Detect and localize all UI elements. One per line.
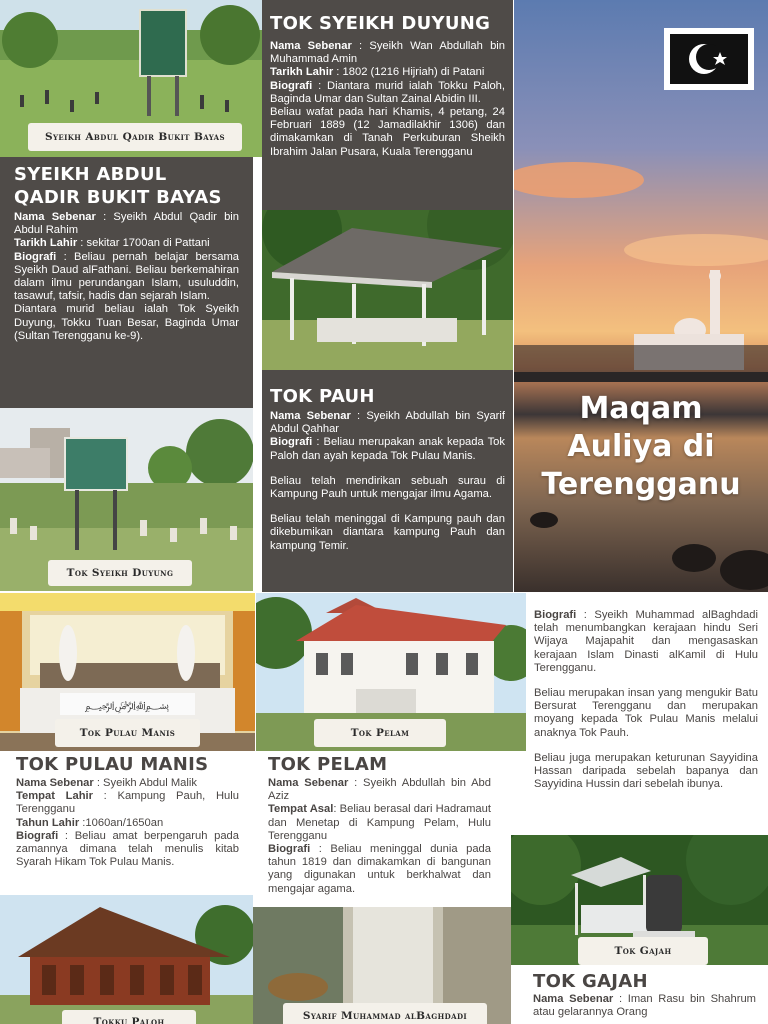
panel-tok-pulau-manis	[0, 751, 255, 895]
field-value: : Syeikh Wan Abdullah bin Muhammad Amin	[270, 40, 505, 66]
paragraph: Beliau wafat pada hari Khamis, 4 petang, 24 Februari 1889 (12 Jamadilakhir 1306) dan dimakamkan di Tanah Perkuburan Sheikh Ibrahim Jalan Pusara, Kuala Terengganu	[270, 106, 505, 158]
panel-tok-pauh	[262, 370, 513, 592]
paragraph: Beliau telah meninggal di Kampung pauh dan dikebumikan diantara kampung Pauh dan kampung Temir.	[270, 513, 505, 552]
field-label: Tarikh Lahir	[270, 66, 334, 79]
section-body	[268, 777, 491, 896]
field-value: : Beliau pernah belajar bersama Syeikh Daud alFathani. Beliau berkemahiran dalam ilmu perundangan Islam, usuluddin, tasawuf, tafsir, hadis dan sejarah Islam.	[14, 250, 239, 303]
field-value: : 1802 (1216 Hijriah) di Patani	[333, 66, 485, 79]
caption-syeikh-duyung: Tok Syeikh Duyung	[48, 560, 192, 586]
caption-abdul-qadir: Syeikh Abdul Qadir Bukit Bayas	[28, 123, 242, 151]
section-title: TOK GAJAH	[533, 971, 648, 992]
hero-title-line: Auliya di	[567, 429, 715, 464]
field-value: :1060an/1650an	[79, 816, 164, 829]
field-value: : Syeikh Muhammad alBaghdadi telah menumbangkan kerajaan hindu Seri Wijaya Majapahit dan mengasaskan kerajaan Islam Dinasti alKamil di Hulu Terengganu.	[534, 609, 758, 674]
field-value: : Beliau meninggal dunia pada tahun 1819 dan dimakamkan di bangunan yang digunakan untuk berkhalwat dan mengajar agama.	[268, 843, 491, 895]
caption-pulau-manis: Tok Pulau Manis	[55, 719, 200, 747]
paragraph: Beliau merupakan insan yang mengukir Batu Bersurat Terengganu dan merupakan moyang kepada Tok Pulau Manis melalui anaknya Tok Pauh.	[534, 687, 758, 739]
field-label: Nama Sebenar	[270, 40, 352, 52]
field-label: Nama Sebenar	[14, 211, 96, 223]
photo-tokku-paloh-building	[0, 895, 253, 1024]
field-value: : Beliau merupakan anak kepada Tok Paloh dan ayah kepada Tok Pulau Manis.	[270, 436, 505, 462]
field-label: Biografi	[268, 843, 311, 856]
section-title: TOK PELAM	[268, 754, 388, 775]
field-label: Tempat Lahir	[16, 790, 93, 803]
paragraph: Beliau juga merupakan keturunan Sayyidina Hassan daripada sebelah bapanya dan Sayyidina Hussin dari sebelah ibunya.	[534, 751, 758, 791]
field-label: Biografi	[14, 250, 57, 263]
paragraph: Diantara murid beliau ialah Tok Syeikh Duyung, Tokku Tuan Besar, Baginda Umar (Sultan Terengganu ke-9).	[14, 303, 239, 342]
section-body	[14, 211, 239, 343]
section-body	[16, 777, 239, 869]
section-title: TOK SYEIKH DUYUNG	[270, 13, 491, 34]
caption-gajah: Tok Gajah	[578, 937, 708, 965]
svg-text:﷽: ﷽	[84, 699, 170, 712]
field-value: : Syeikh Abdul Qadir bin Abdul Rahim	[14, 211, 239, 237]
section-title: TOK PULAU MANIS	[16, 754, 209, 775]
section-body	[533, 993, 756, 1019]
hero-title-line: Maqam	[579, 391, 703, 426]
field-label: Nama Sebenar	[533, 993, 614, 1005]
field-label: Tarikh Lahir	[14, 237, 78, 250]
panel-syeikh-abdul-qadir	[0, 157, 253, 408]
photo-tok-pauh-pavilion	[262, 210, 513, 370]
caption-pelam: Tok Pelam	[314, 719, 446, 747]
section-body	[270, 40, 505, 159]
field-label: Biografi	[16, 829, 59, 842]
field-value: : Beliau berasal dari Hadramaut dan Menetap di Kampung Pelam, Hulu Terengganu	[268, 803, 491, 842]
panel-tok-syeikh-duyung	[262, 0, 513, 210]
field-value: : sekitar 1700an di Pattani	[77, 237, 210, 250]
hero-title-line: Terengganu	[541, 467, 741, 502]
caption-albaghdadi: Syarif Muhammad alBaghdadi	[283, 1003, 487, 1024]
caption-paloh: Tokku Paloh	[62, 1010, 196, 1024]
field-value: : Syeikh Abdullah bin Abd Aziz	[268, 777, 492, 803]
field-label: Nama Sebenar	[268, 777, 349, 789]
section-body	[534, 609, 758, 791]
panel-albaghdadi-biography	[526, 593, 768, 835]
field-value: : Kampung Pauh, Hulu Terengganu	[16, 790, 239, 816]
section-title: TOK PAUH	[270, 386, 375, 407]
field-value: : Beliau amat berpengaruh pada zamannya dimana telah menulis kitab Syarah Hikam Tok Pulau Manis.	[16, 829, 239, 869]
terengganu-flag-icon	[664, 28, 754, 90]
field-value: : Syeikh Abdul Malik	[93, 777, 197, 789]
field-label: Nama Sebenar	[270, 410, 351, 422]
field-label: Biografi	[270, 79, 313, 92]
paragraph: Beliau telah mendirikan sebuah surau di Kampung Pauh untuk mengajar ilmu Agama.	[270, 474, 505, 501]
field-label: Biografi	[534, 609, 577, 621]
field-label: Tempat Asal	[268, 803, 334, 816]
hero-title	[514, 390, 768, 504]
panel-tok-gajah	[511, 965, 768, 1024]
field-value: : Syeikh Abdullah bin Syarif Abdul Qahhar	[270, 410, 505, 436]
field-value: : Iman Rasu bin Shahrum atau gelarannya Orang	[533, 993, 756, 1019]
panel-tok-pelam	[256, 751, 511, 907]
field-label: Tahun Lahir	[16, 816, 80, 829]
section-body	[270, 410, 505, 553]
section-title: SYEIKH ABDUL QADIR BUKIT BAYAS	[14, 164, 222, 208]
field-value: : Diantara murid ialah Tokku Paloh, Baginda Umar dan Sultan Zainal Abidin III.	[270, 79, 505, 105]
field-label: Biografi	[270, 436, 313, 449]
field-label: Nama Sebenar	[16, 777, 94, 789]
